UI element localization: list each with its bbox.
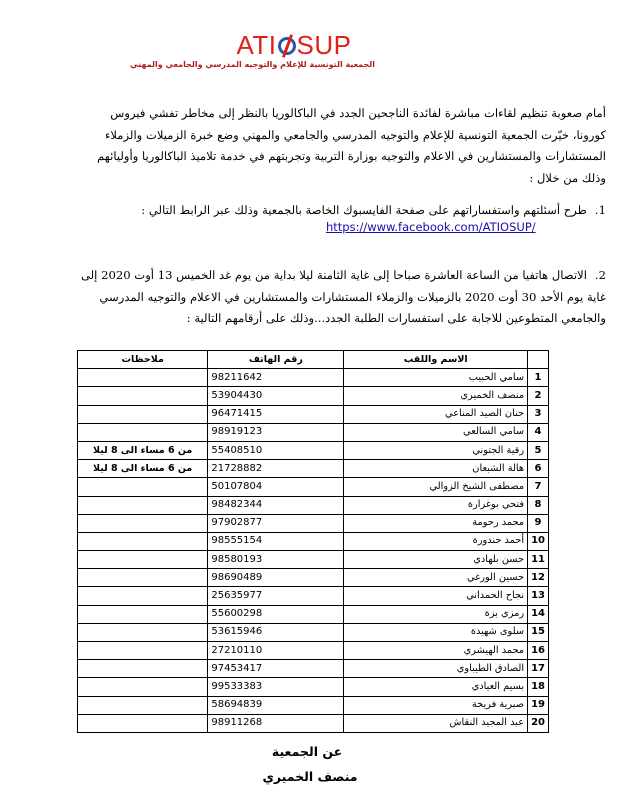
row-phone-cell: 55600298 (208, 605, 344, 623)
list-item-1 (78, 200, 606, 222)
intro-paragraph: أمام صعوبة تنظيم لقاءات مباشرة لفائدة الناجحين الجدد في الباكالوريا بالنظر إلى مخاطر تفشي فيروس كورونا، خيّرت الجمعية التونسية للإعلام والتوجيه المدرسي والجامعي والمهني وضع خبرة الزميلات والزملاء المستشارات والمستشارين في الاعلام والتوجيه بوزارة التربية وتجربتهم في خدمة تلاميذ الباكالوريا وأوليائهم وذلك من خلال : (97, 106, 606, 185)
row-notes-cell (78, 678, 208, 696)
row-index-cell: 14 (528, 605, 549, 623)
header-notes: ملاحظات (78, 351, 208, 369)
row-name-cell: صبرية فريخة (344, 696, 528, 714)
row-notes-cell (78, 714, 208, 732)
row-phone-cell: 55408510 (208, 441, 344, 459)
facebook-link-text[interactable]: https://www.facebook.com/ATIOSUP/ (326, 220, 536, 234)
row-phone-cell: 50107804 (208, 478, 344, 496)
table-row (78, 569, 549, 587)
table-row (78, 387, 549, 405)
row-notes-cell (78, 532, 208, 550)
row-notes-cell (78, 387, 208, 405)
table-row (78, 423, 549, 441)
association-logo (130, 20, 375, 80)
row-phone-cell: 53615946 (208, 623, 344, 641)
row-phone-cell: 98911268 (208, 714, 344, 732)
row-index-cell: 20 (528, 714, 549, 732)
row-name-cell: منصف الخميري (344, 387, 528, 405)
row-phone-cell: 98690489 (208, 569, 344, 587)
row-phone-cell: 98211642 (208, 369, 344, 387)
table-row (78, 605, 549, 623)
row-phone-cell: 58694839 (208, 696, 344, 714)
table-row (78, 642, 549, 660)
table-row (78, 696, 549, 714)
table-header-row (78, 351, 549, 369)
list-item-2 (78, 265, 606, 330)
row-name-cell: بسيم العيادي (344, 678, 528, 696)
row-index-cell: 17 (528, 660, 549, 678)
signature-on-behalf: عن الجمعية (271, 744, 343, 759)
row-name-cell: مصطفى الشيخ الزوالي (344, 478, 528, 496)
row-index-cell: 18 (528, 678, 549, 696)
logo-wordmark-left: ATI (236, 30, 277, 60)
row-index-cell: 10 (528, 532, 549, 550)
logo-wordmark (213, 30, 375, 60)
row-name-cell: حسن بلهادي (344, 551, 528, 569)
row-notes-cell (78, 569, 208, 587)
row-phone-cell: 53904430 (208, 387, 344, 405)
row-phone-cell: 99533383 (208, 678, 344, 696)
table-row (78, 532, 549, 550)
contacts-table (77, 350, 549, 733)
row-notes-cell: من 6 مساء الى 8 ليلا (78, 441, 208, 459)
row-notes-cell (78, 405, 208, 423)
logo-wordmark-right: SUP (296, 30, 352, 60)
row-name-cell: هالة الشبعان (344, 460, 528, 478)
list-item-number: 1. (594, 203, 606, 217)
row-name-cell: محمد رحومة (344, 514, 528, 532)
row-phone-cell: 98555154 (208, 532, 344, 550)
row-index-cell: 6 (528, 460, 549, 478)
table-row (78, 714, 549, 732)
contacts-table-body (78, 369, 549, 733)
row-phone-cell: 96471415 (208, 405, 344, 423)
table-row (78, 514, 549, 532)
row-name-cell: سلوى شهيدة (344, 623, 528, 641)
row-phone-cell: 98580193 (208, 551, 344, 569)
row-index-cell: 1 (528, 369, 549, 387)
row-index-cell: 13 (528, 587, 549, 605)
list-item-text: طرح أسئلتهم واستفساراتهم على صفحة الفايسبوك الخاصة بالجمعية وذلك عبر الرابط التالي : (141, 203, 587, 217)
row-index-cell: 15 (528, 623, 549, 641)
row-notes-cell (78, 587, 208, 605)
row-notes-cell (78, 623, 208, 641)
row-name-cell: أحمد حندورة (344, 532, 528, 550)
facebook-link[interactable] (326, 220, 536, 234)
row-index-cell: 19 (528, 696, 549, 714)
row-notes-cell (78, 696, 208, 714)
row-name-cell: نجاح الحمداني (344, 587, 528, 605)
row-name-cell: فتحي بوغرارة (344, 496, 528, 514)
row-name-cell: رقية الجتوني (344, 441, 528, 459)
row-notes-cell (78, 660, 208, 678)
table-row (78, 441, 549, 459)
row-phone-cell: 98919123 (208, 423, 344, 441)
row-name-cell: سامي السالعي (344, 423, 528, 441)
logo-ring-icon (278, 37, 296, 55)
row-name-cell: رمزي بزة (344, 605, 528, 623)
row-index-cell: 2 (528, 387, 549, 405)
row-phone-cell: 25635977 (208, 587, 344, 605)
row-index-cell: 5 (528, 441, 549, 459)
logo-subtitle: الجمعية التونسية للإعلام والتوجيه المدرسي والجامعي والمهني (130, 60, 375, 69)
header-index (528, 351, 549, 369)
row-phone-cell: 21728882 (208, 460, 344, 478)
table-row (78, 587, 549, 605)
row-name-cell: حنان الصيد المناعي (344, 405, 528, 423)
row-notes-cell (78, 605, 208, 623)
table-row (78, 623, 549, 641)
header-phone: رقم الهاتف (208, 351, 344, 369)
row-index-cell: 7 (528, 478, 549, 496)
row-index-cell: 3 (528, 405, 549, 423)
table-row (78, 678, 549, 696)
table-row (78, 405, 549, 423)
row-index-cell: 8 (528, 496, 549, 514)
table-row (78, 496, 549, 514)
row-phone-cell: 97453417 (208, 660, 344, 678)
row-name-cell: الصادق الطيباوي (344, 660, 528, 678)
row-notes-cell (78, 423, 208, 441)
row-index-cell: 16 (528, 642, 549, 660)
row-notes-cell (78, 478, 208, 496)
table-row (78, 478, 549, 496)
row-notes-cell (78, 496, 208, 514)
row-index-cell: 12 (528, 569, 549, 587)
table-row (78, 551, 549, 569)
row-notes-cell: من 6 مساء الى 8 ليلا (78, 460, 208, 478)
signature-name: منصف الخميري (262, 769, 358, 784)
row-phone-cell: 97902877 (208, 514, 344, 532)
row-phone-cell: 27210110 (208, 642, 344, 660)
row-name-cell: عبد المجيد النقاش (344, 714, 528, 732)
row-notes-cell (78, 551, 208, 569)
row-index-cell: 4 (528, 423, 549, 441)
list-item-number: 2. (594, 268, 606, 282)
table-row (78, 369, 549, 387)
table-row (78, 660, 549, 678)
row-index-cell: 9 (528, 514, 549, 532)
row-notes-cell (78, 642, 208, 660)
row-name-cell: حسين الورغي (344, 569, 528, 587)
row-name-cell: محمد الهيشري (344, 642, 528, 660)
row-phone-cell: 98482344 (208, 496, 344, 514)
list-item-text: الاتصال هاتفيا من الساعة العاشرة صباحا إلى غاية الثامنة ليلا بداية من يوم غد الخميس 13 أوت 2020 إلى غاية يوم الأحد 30 أوت 2020 بالزميلات والزملاء المستشارات والمستشارين في الاعلام والتوجيه المدرسي والجامعي المتطوعين للاجابة على استفسارات الطلبة الجدد...وذلك على أرقامهم التالية : (80, 268, 606, 325)
row-name-cell: سامي الحبيب (344, 369, 528, 387)
table-row (78, 460, 549, 478)
row-notes-cell (78, 514, 208, 532)
row-notes-cell (78, 369, 208, 387)
row-index-cell: 11 (528, 551, 549, 569)
header-name: الاسم واللقب (344, 351, 528, 369)
